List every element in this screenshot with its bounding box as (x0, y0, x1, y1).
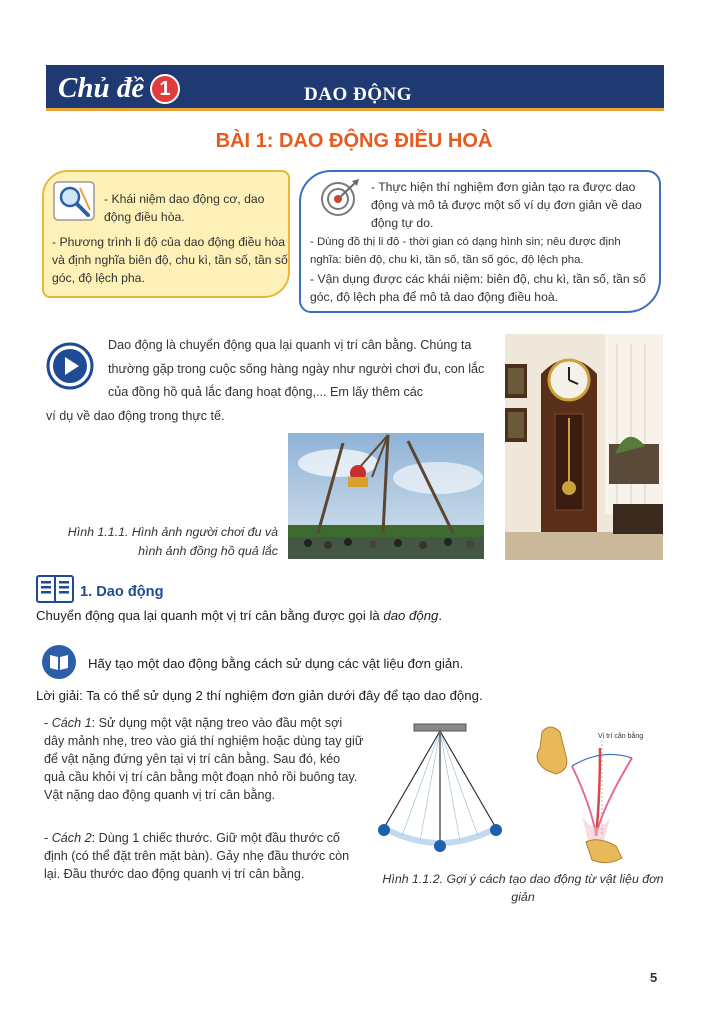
magnifier-icon (52, 180, 96, 222)
method-1-body: : Sử dụng một vật nặng treo vào đầu một sợi dây mảnh nhẹ, treo vào giá thí nghiệm hoặc dùng tay giữ để vật nặng đứng yên tại vị trí cân bằng. Sau đó, kéo quả cầu khỏi vị trí cân bằng một đoạn nhỏ rồi buông tay. Vật nặng dao động quanh vị trí cân bằng. (44, 716, 364, 802)
skills-goal-1: - Thực hiện thí nghiệm đơn giản tạo ra được dao động và mô tả được một số ví dụ đơn giản về dao động tự do. (371, 180, 642, 230)
figure-2-caption: Hình 1.1.2. Gợi ý cách tạo dao động từ vật liệu đơn giản (382, 872, 664, 904)
lesson-title: BÀI 1: DAO ĐỘNG ĐIỀU HOÀ (215, 130, 493, 152)
definition-end: . (438, 608, 443, 623)
intro-text-continued: ví dụ về dao động trong thực tế. (46, 409, 225, 423)
figure-1-caption: Hình 1.1.1. Hình ảnh người chơi đu và hình ảnh đồng hồ quả lắc (67, 525, 278, 558)
method-2-label: Cách 2 (51, 831, 92, 845)
method-1-label: Cách 1 (51, 716, 92, 730)
ruler-oscillation-diagram (522, 718, 666, 866)
swing-photo (288, 433, 484, 559)
equilibrium-label: Vị trí cân bằng (598, 733, 644, 740)
knowledge-goal-2: - Phương trình li độ của dao động điều hòa và định nghĩa biên độ, chu kì, tần số, tần số góc, độ lệch pha. (52, 235, 288, 285)
solution-text: Lời giải: Ta có thể sử dụng 2 thí nghiệm đơn giản dưới đây để tạo dao động. (36, 688, 483, 703)
knowledge-goal-1: - Khái niệm dao động cơ, dao động điều hòa. (104, 192, 265, 224)
intro-text: Dao động là chuyển động qua lại quanh vị trí cân bằng. Chúng ta thường gặp trong cuộc sống hàng ngày như người chơi đu, con lắc của đồng hồ quả lắc đang hoạt động,... Em lấy thêm các (108, 338, 485, 399)
open-book-icon (36, 575, 74, 603)
method-1-text: - Cách 1: Sử dụng một vật nặng treo vào đầu một sợi dây mảnh nhẹ, treo vào giá thí nghiệm hoặc dùng tay giữ để vật nặng đứng yên tại vị trí cân bằng. Sau đó, kéo quả cầu khỏi vị trí cân bằng một đoạn nhỏ rồi buông tay. Vật nặng dao động quanh vị trí cân bằng. (44, 716, 364, 802)
play-icon (46, 342, 94, 390)
page-number: 5 (650, 970, 658, 985)
topic-label: Chủ đề (58, 72, 145, 104)
method-2-body: : Dùng 1 chiếc thước. Giữ một đầu thước cố định (có thể đặt trên mặt bàn). Gảy nhẹ đầu thước còn lại. Đầu thước dao động quanh vị trí cân bằng. (44, 831, 350, 881)
definition-text: Chuyển động qua lại quanh một vị trí cân bằng được gọi là (36, 608, 384, 623)
oscillation-definition (36, 608, 676, 623)
book-task-icon (41, 644, 77, 680)
topic-number-badge: 1 (150, 74, 180, 104)
section-1-title: 1. Dao động (80, 584, 164, 600)
topic-title: DAO ĐỘNG (304, 84, 412, 105)
definition-term: dao động (383, 608, 439, 623)
task-text: Hãy tạo một dao động bằng cách sử dụng các vật liệu đơn giản. (88, 656, 464, 671)
pendulum-diagram (370, 718, 510, 860)
grandfather-clock-photo (505, 334, 663, 560)
target-icon (318, 177, 362, 219)
skills-goal-3: - Vận dụng được các khái niệm: biên độ, chu kì, tần số, tần số góc, độ lệch pha để mô tả dao động điều hoà. (310, 272, 646, 304)
skills-goal-2: - Dùng đồ thị li độ - thời gian có dạng hình sin; nêu được định nghĩa: biên độ, chu kì, tần số, tần số góc, độ lệch pha. (310, 236, 621, 266)
method-2-text: - Cách 2: Dùng 1 chiếc thước. Giữ một đầu thước cố định (có thể đặt trên mặt bàn). Gảy nhẹ đầu thước còn lại. Đầu thước dao động quanh vị trí cân bằng. (44, 831, 350, 881)
